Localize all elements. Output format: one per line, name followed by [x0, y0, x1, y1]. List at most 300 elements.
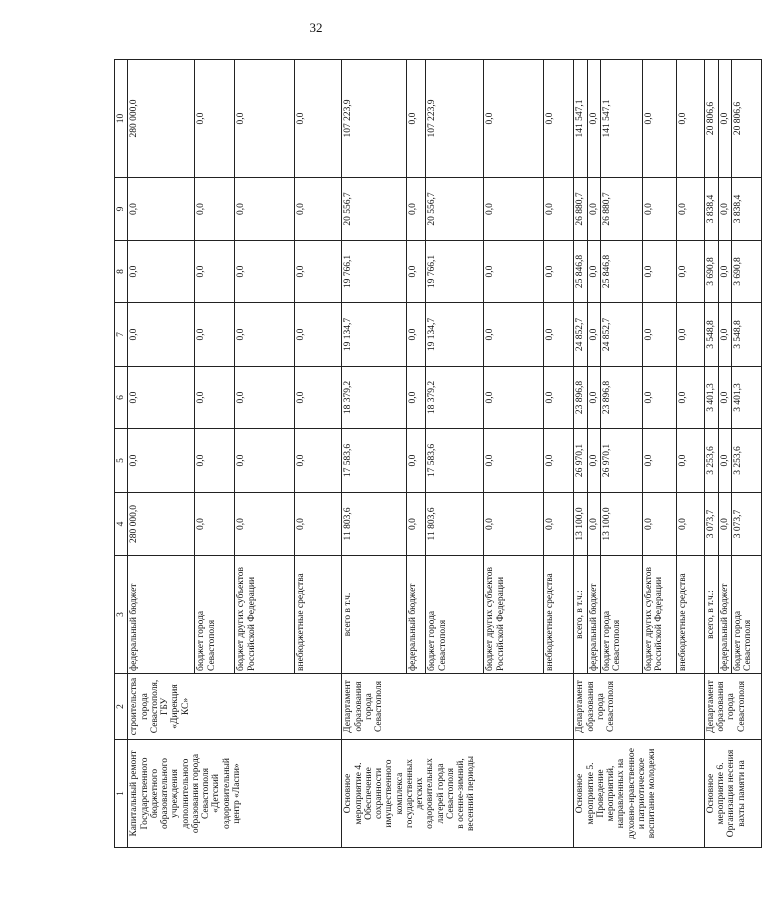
value-cell-text: 23 896,8: [575, 380, 586, 415]
funding-source-cell-text: всего в т.ч.: [343, 592, 354, 637]
value-cell: [642, 429, 676, 493]
value-cell-text: 18 379,2: [343, 380, 354, 415]
value-cell: [676, 367, 704, 429]
value-cell-text: 0,0: [129, 203, 140, 215]
value-cell-text: 0,0: [677, 454, 688, 467]
value-cell-text: 20 556,7: [427, 192, 438, 226]
value-cell: [600, 429, 642, 493]
funding-source-cell: [718, 556, 731, 674]
value-cell-text: 19 766,1: [343, 254, 354, 289]
value-cell: [407, 178, 426, 241]
funding-source-cell: [704, 556, 718, 674]
value-cell: [642, 241, 676, 303]
funding-source-cell-text: всего, в т.ч.:: [575, 590, 586, 639]
value-cell-text: 0,0: [236, 112, 247, 125]
value-cell: [195, 367, 235, 429]
funding-source-cell: [128, 556, 195, 674]
value-cell-text: 107 223,9: [427, 99, 438, 138]
value-cell: [295, 303, 342, 367]
header-cell-1: [115, 740, 128, 848]
value-cell: [704, 367, 718, 429]
value-cell: [642, 493, 676, 556]
header-cell-8-text: 8: [116, 269, 126, 274]
header-cell-2: [115, 674, 128, 740]
value-cell-text: 0,0: [129, 454, 140, 467]
value-cell: [544, 60, 574, 178]
table-row: [704, 60, 718, 848]
header-cell-8: [115, 241, 128, 303]
value-cell-text: 0,0: [129, 328, 140, 341]
value-cell-text: 0,0: [719, 112, 730, 125]
value-cell: [484, 241, 544, 303]
value-cell-text: 24 852,7: [601, 317, 612, 352]
value-cell: [342, 367, 407, 429]
value-cell: [718, 60, 731, 178]
value-cell: [407, 493, 426, 556]
table-row: [574, 60, 587, 848]
value-cell-text: 0,0: [236, 265, 247, 278]
executor-cell-text: Департамент образования города Севастополя: [705, 680, 747, 733]
funding-source-cell: [600, 556, 642, 674]
value-cell-text: 0,0: [643, 265, 654, 278]
funding-source-cell: [587, 556, 600, 674]
value-cell-text: 19 766,1: [427, 254, 438, 289]
value-cell: [704, 241, 718, 303]
value-cell: [484, 303, 544, 367]
value-cell-text: 0,0: [485, 454, 496, 467]
value-cell-text: 13 100,0: [575, 507, 586, 541]
activity-cell: [342, 740, 574, 848]
value-cell: [732, 303, 762, 367]
activity-cell-text: Основное мероприятие 5. Проведение мероприятий, направленных на духовно-нравственное и патриотическое воспитание молодежи: [575, 748, 657, 839]
funding-source-cell-text: бюджет города Севастополя: [733, 610, 754, 671]
value-cell: [484, 493, 544, 556]
value-cell-text: 0,0: [545, 328, 556, 341]
activity-cell-text: Основное мероприятие 4. Обеспечение сохранности имущественного комплекса государственных детских оздоровительных лагерей города Севастополя в осенне-зимний, весенний периоды: [343, 756, 477, 831]
value-cell-text: 280 000,0: [129, 99, 140, 138]
value-cell: [574, 241, 587, 303]
value-cell-text: 26 880,7: [601, 192, 612, 226]
value-cell-text: 0,0: [545, 112, 556, 125]
header-cell-6: [115, 367, 128, 429]
value-cell-text: 3 073,7: [733, 509, 743, 539]
value-cell: [342, 241, 407, 303]
value-cell: [718, 367, 731, 429]
value-cell: [676, 60, 704, 178]
value-cell-text: 0,0: [588, 328, 599, 341]
header-cell-6-text: 6: [116, 395, 126, 400]
value-cell: [676, 429, 704, 493]
value-cell-text: 0,0: [236, 391, 247, 404]
value-cell-text: 17 583,6: [427, 443, 438, 478]
value-cell: [484, 429, 544, 493]
funding-source-cell-text: федеральный бюджет: [588, 583, 599, 671]
header-cell-9-text: 9: [116, 206, 126, 212]
value-cell: [128, 493, 195, 556]
funding-source-cell-text: внебюджетные средства: [545, 573, 556, 671]
value-cell: [128, 60, 195, 178]
header-cell-5-text: 5: [116, 458, 126, 463]
value-cell-text: 0,0: [196, 454, 207, 467]
value-cell-text: 0,0: [296, 454, 307, 467]
value-cell-text: 26 880,7: [575, 192, 586, 226]
funding-source-cell: [544, 556, 574, 674]
value-cell-text: 20 556,7: [343, 192, 354, 226]
value-cell-text: 0,0: [296, 203, 307, 215]
value-cell: [235, 429, 295, 493]
value-cell-text: 11 803,6: [343, 507, 354, 541]
value-cell-text: 0,0: [196, 112, 207, 125]
value-cell: [732, 241, 762, 303]
value-cell-text: 0,0: [485, 328, 496, 341]
value-cell-text: 20 806,6: [705, 101, 716, 136]
value-cell-text: 0,0: [296, 391, 307, 404]
funding-source-cell-text: внебюджетные средства: [677, 573, 688, 671]
value-cell: [704, 178, 718, 241]
value-cell-text: 0,0: [719, 391, 730, 404]
value-cell: [407, 60, 426, 178]
value-cell: [676, 493, 704, 556]
value-cell-text: 0,0: [408, 391, 419, 404]
activity-cell-text: Основное мероприятие 6. Организация несения вахты памяти на: [705, 749, 747, 838]
value-cell: [295, 60, 342, 178]
value-cell-text: 0,0: [677, 265, 688, 278]
value-cell-text: 0,0: [545, 203, 556, 215]
table-row: [342, 60, 407, 848]
value-cell-text: 0,0: [719, 518, 730, 530]
value-cell-text: 0,0: [196, 203, 207, 215]
value-cell-text: 0,0: [236, 328, 247, 341]
value-cell: [484, 367, 544, 429]
value-cell-text: 0,0: [545, 265, 556, 278]
value-cell: [342, 493, 407, 556]
value-cell: [587, 178, 600, 241]
header-cell-5: [115, 429, 128, 493]
value-cell-text: 3 690,8: [705, 257, 716, 286]
value-cell: [295, 429, 342, 493]
funding-source-cell-text: бюджет города Севастополя: [427, 610, 448, 671]
value-cell-text: 0,0: [408, 203, 419, 215]
funding-source-cell: [676, 556, 704, 674]
header-cell-9: [115, 178, 128, 241]
value-cell-text: 0,0: [643, 518, 654, 530]
funding-source-cell-text: бюджет города Севастополя: [196, 610, 217, 671]
header-cell-10-text: 10: [116, 113, 126, 124]
value-cell: [128, 367, 195, 429]
value-cell: [544, 493, 574, 556]
executor-cell: [128, 674, 342, 740]
value-cell-text: 3 690,8: [733, 257, 743, 286]
value-cell-text: 0,0: [408, 518, 419, 530]
value-cell: [295, 367, 342, 429]
table-row: [128, 60, 195, 848]
value-cell-text: 0,0: [643, 328, 654, 341]
value-cell: [235, 178, 295, 241]
executor-cell-text: Департамент образования города Севастополя: [575, 680, 616, 733]
value-cell: [128, 429, 195, 493]
value-cell-text: 0,0: [643, 112, 654, 125]
value-cell: [704, 493, 718, 556]
value-cell: [342, 429, 407, 493]
value-cell-text: 0,0: [588, 112, 599, 125]
value-cell-text: 0,0: [408, 265, 419, 278]
value-cell-text: 0,0: [677, 112, 688, 125]
value-cell: [295, 178, 342, 241]
funding-source-cell: [342, 556, 407, 674]
value-cell-text: 0,0: [296, 265, 307, 278]
value-cell-text: 0,0: [588, 203, 599, 215]
value-cell-text: 19 134,7: [343, 317, 354, 352]
value-cell: [574, 178, 587, 241]
value-cell-text: 13 100,0: [601, 507, 612, 541]
funding-source-cell-text: федеральный бюджет: [129, 583, 140, 671]
funding-source-cell-text: бюджет других субъектов Российской Федерации: [643, 567, 664, 671]
value-cell: [426, 493, 484, 556]
value-cell-text: 0,0: [485, 203, 496, 215]
value-cell-text: 0,0: [677, 391, 688, 404]
value-cell: [704, 60, 718, 178]
value-cell: [426, 60, 484, 178]
value-cell: [732, 493, 762, 556]
value-cell: [407, 429, 426, 493]
value-cell: [235, 367, 295, 429]
value-cell: [484, 60, 544, 178]
value-cell-text: 0,0: [485, 265, 496, 278]
value-cell-text: 26 970,1: [601, 443, 612, 478]
value-cell-text: 0,0: [719, 203, 730, 215]
header-cell-7-text: 7: [116, 332, 126, 337]
value-cell: [600, 303, 642, 367]
value-cell-text: 0,0: [296, 328, 307, 341]
value-cell-text: 3 548,8: [705, 320, 716, 349]
executor-cell-text: Департамент образования города Севастополя: [343, 680, 384, 733]
value-cell: [718, 178, 731, 241]
funding-source-cell: [484, 556, 544, 674]
activity-cell-text: Капитальный ремонт Государственного бюджетного образовательного учреждения дополнительного образования города Севастополя «Детский оздоровительный центр «Ласпи»: [129, 750, 242, 837]
value-cell-text: 24 852,7: [575, 317, 586, 352]
value-cell-text: 0,0: [196, 518, 207, 530]
value-cell-text: 3 401,3: [705, 383, 716, 412]
header-cell-10: [115, 60, 128, 178]
activity-cell: [574, 740, 705, 848]
value-cell: [426, 429, 484, 493]
value-cell-text: 0,0: [129, 391, 140, 404]
value-cell: [426, 241, 484, 303]
funding-source-cell-text: всего, в т.ч.:: [705, 590, 716, 639]
value-cell: [295, 241, 342, 303]
value-cell-text: 0,0: [408, 112, 419, 125]
funding-source-cell-text: бюджет других субъектов Российской Федерации: [236, 567, 257, 671]
value-cell-text: 20 806,6: [733, 101, 743, 136]
value-cell-text: 3 073,7: [705, 509, 716, 539]
value-cell: [718, 303, 731, 367]
value-cell-text: 0,0: [643, 391, 654, 404]
value-cell: [718, 493, 731, 556]
value-cell: [676, 178, 704, 241]
value-cell: [642, 178, 676, 241]
value-cell-text: 0,0: [129, 265, 140, 278]
funding-source-cell: [235, 556, 295, 674]
value-cell-text: 11 803,6: [427, 507, 438, 541]
value-cell-text: 0,0: [588, 454, 599, 467]
value-cell-text: 0,0: [408, 328, 419, 341]
value-cell: [195, 493, 235, 556]
value-cell: [574, 60, 587, 178]
value-cell: [128, 241, 195, 303]
value-cell: [732, 178, 762, 241]
value-cell: [574, 367, 587, 429]
value-cell-text: 3 253,6: [733, 446, 743, 475]
value-cell: [732, 60, 762, 178]
funding-source-cell-text: федеральный бюджет: [719, 583, 730, 671]
value-cell-text: 0,0: [196, 391, 207, 404]
value-cell-text: 18 379,2: [427, 380, 438, 415]
value-cell-text: 0,0: [485, 518, 496, 530]
value-cell: [235, 60, 295, 178]
funding-source-cell: [195, 556, 235, 674]
value-cell-text: 25 846,8: [601, 254, 612, 289]
value-cell: [544, 303, 574, 367]
value-cell: [600, 60, 642, 178]
executor-cell: [342, 674, 574, 740]
header-cell-1-text: 1: [116, 791, 126, 796]
value-cell: [484, 178, 544, 241]
value-cell: [704, 303, 718, 367]
value-cell-text: 25 846,8: [575, 254, 586, 289]
value-cell: [642, 303, 676, 367]
value-cell-text: 3 253,6: [705, 446, 716, 475]
value-cell-text: 0,0: [296, 112, 307, 125]
value-cell-text: 0,0: [677, 203, 688, 215]
value-cell: [342, 60, 407, 178]
value-cell-text: 0,0: [485, 112, 496, 125]
value-cell: [600, 178, 642, 241]
value-cell-text: 0,0: [236, 454, 247, 467]
value-cell: [704, 429, 718, 493]
value-cell: [587, 429, 600, 493]
value-cell-text: 3 838,4: [733, 194, 743, 224]
funding-source-cell: [732, 556, 762, 674]
value-cell-text: 0,0: [719, 265, 730, 278]
funding-source-cell: [407, 556, 426, 674]
value-cell-text: 0,0: [719, 328, 730, 341]
value-cell: [342, 178, 407, 241]
value-cell: [407, 241, 426, 303]
value-cell: [587, 303, 600, 367]
funding-source-cell-text: бюджет города Севастополя: [601, 610, 622, 671]
value-cell: [342, 303, 407, 367]
value-cell-text: 0,0: [677, 518, 688, 530]
value-cell: [235, 303, 295, 367]
page-number: 32: [309, 20, 323, 35]
value-cell: [676, 303, 704, 367]
value-cell: [574, 303, 587, 367]
value-cell: [574, 429, 587, 493]
value-cell-text: 19 134,7: [427, 317, 438, 352]
value-cell-text: 3 401,3: [733, 383, 743, 412]
funding-source-cell-text: бюджет других субъектов Российской Федерации: [485, 567, 506, 671]
header-row: [115, 60, 128, 848]
value-cell-text: 0,0: [485, 391, 496, 404]
value-cell-text: 0,0: [588, 265, 599, 278]
value-cell: [235, 241, 295, 303]
value-cell-text: 0,0: [196, 328, 207, 341]
value-cell-text: 0,0: [545, 391, 556, 404]
header-cell-3-text: 3: [116, 612, 126, 617]
value-cell: [587, 367, 600, 429]
value-cell-text: 0,0: [545, 454, 556, 467]
value-cell: [587, 241, 600, 303]
value-cell-text: 0,0: [236, 518, 247, 530]
header-cell-3: [115, 556, 128, 674]
value-cell-text: 0,0: [545, 518, 556, 530]
value-cell-text: 23 896,8: [601, 380, 612, 415]
value-cell-text: 0,0: [196, 265, 207, 278]
rotated-table-wrapper: [114, 60, 754, 848]
header-cell-2-text: 2: [116, 704, 126, 709]
value-cell-text: 141 547,1: [601, 99, 612, 138]
value-cell: [195, 303, 235, 367]
value-cell: [544, 241, 574, 303]
value-cell: [732, 367, 762, 429]
value-cell-text: 0,0: [719, 454, 730, 467]
value-cell-text: 0,0: [677, 328, 688, 341]
value-cell: [642, 367, 676, 429]
value-cell: [718, 429, 731, 493]
value-cell: [544, 178, 574, 241]
value-cell: [426, 303, 484, 367]
value-cell-text: 0,0: [236, 203, 247, 215]
executor-cell: [704, 674, 761, 740]
value-cell-text: 107 223,9: [343, 99, 354, 138]
value-cell-text: 0,0: [643, 454, 654, 467]
funding-table: [114, 59, 762, 848]
funding-source-cell: [574, 556, 587, 674]
value-cell-text: 3 548,8: [733, 320, 743, 349]
value-cell: [426, 367, 484, 429]
value-cell-text: 141 547,1: [575, 99, 586, 138]
funding-source-cell: [426, 556, 484, 674]
funding-source-cell: [295, 556, 342, 674]
value-cell-text: 3 838,4: [705, 194, 716, 224]
value-cell-text: 0,0: [296, 518, 307, 530]
executor-cell: [574, 674, 705, 740]
value-cell: [600, 241, 642, 303]
value-cell-text: 17 583,6: [343, 443, 354, 478]
value-cell: [544, 367, 574, 429]
value-cell-text: 0,0: [588, 391, 599, 404]
value-cell: [128, 178, 195, 241]
executor-cell-text: строительства города Севастополя, ГБУ «Дирекция КС»: [129, 677, 191, 736]
value-cell: [195, 429, 235, 493]
value-cell-text: 280 000,0: [129, 505, 140, 543]
value-cell: [295, 493, 342, 556]
value-cell: [128, 303, 195, 367]
value-cell: [600, 367, 642, 429]
value-cell-text: 0,0: [408, 454, 419, 467]
value-cell: [732, 429, 762, 493]
value-cell: [195, 241, 235, 303]
value-cell-text: 0,0: [588, 518, 599, 530]
header-cell-4-text: 4: [116, 521, 126, 527]
value-cell: [600, 493, 642, 556]
value-cell: [574, 493, 587, 556]
funding-source-cell: [642, 556, 676, 674]
value-cell-text: 0,0: [643, 203, 654, 215]
value-cell: [407, 303, 426, 367]
value-cell-text: 26 970,1: [575, 443, 586, 478]
activity-cell: [704, 740, 761, 848]
